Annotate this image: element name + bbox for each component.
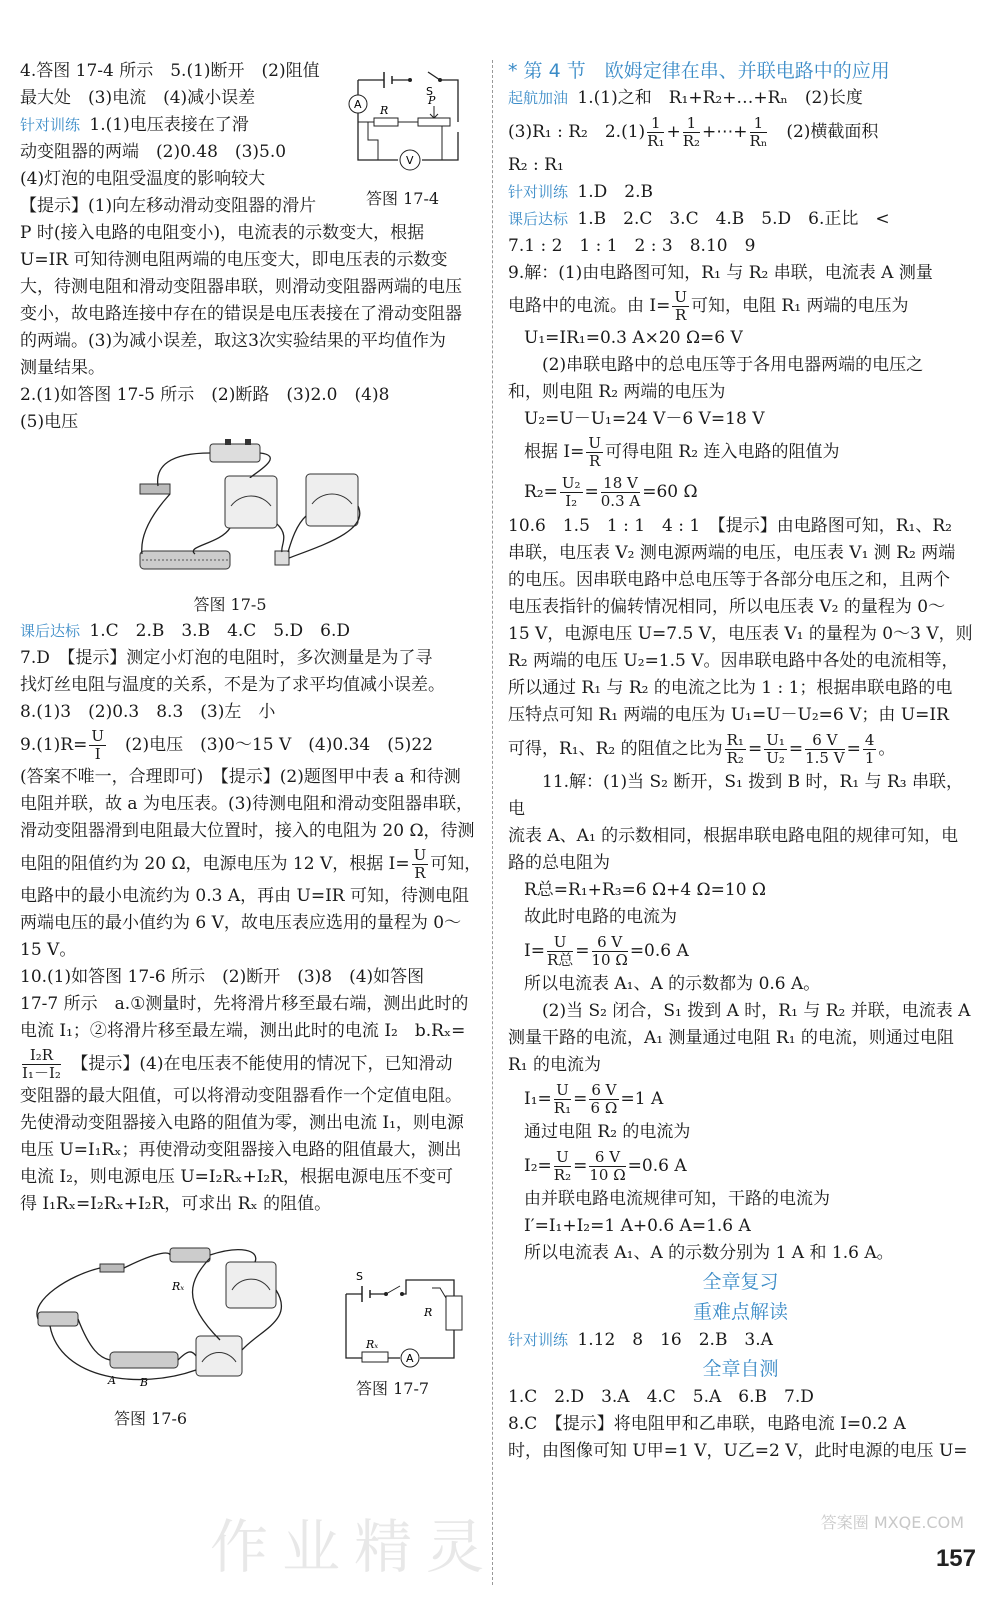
svg-text:R: R bbox=[380, 104, 389, 117]
equation: =0.6 A bbox=[627, 1156, 687, 1176]
section-star: * bbox=[508, 60, 518, 82]
fraction: $\frac{\text{U₁}}{\text{U₂}}$ bbox=[766, 731, 785, 767]
text-line: 2.(1)如答图 17-5 所示 (2)断路 (3)2.0 (4)8 bbox=[20, 385, 390, 405]
site-logo: 答案圈 MXQE.COM bbox=[820, 1513, 964, 1532]
fraction: $\frac{4}{1}$ bbox=[864, 731, 875, 767]
text-line: 所以通过 R₁ 与 R₂ 的电流之比为 1 : 1；根据串联电路的电 bbox=[508, 678, 953, 698]
column-divider bbox=[492, 60, 493, 1585]
text-line: 电流 I₂，则电源电压 U=I₂Rₓ+I₂R，根据电源电压不变可 bbox=[20, 1167, 454, 1187]
fraction: $\frac{6 V}{10 \Omega}$ bbox=[589, 1148, 626, 1184]
section-tag: 针对训练 bbox=[508, 1331, 569, 1349]
text-line: 电阻并联，故 a 为电压表。(3)待测电阻和滑动变阻器串联， bbox=[20, 794, 474, 814]
figure-caption: 答图 17-5 bbox=[193, 595, 267, 614]
text-line: (2)当 S₂ 闭合，S₁ 拨到 A 时，R₁ 与 R₂ 并联，电流表 A bbox=[542, 1001, 971, 1021]
fraction: $\frac{6 V}{1.5 V}$ bbox=[805, 731, 845, 767]
operator: = bbox=[846, 739, 861, 759]
section-title: 第 4 节 欧姆定律在串、并联电路中的应用 bbox=[523, 60, 890, 82]
text-line: 可知，电阻 R₁ 两端的电压为 bbox=[691, 296, 909, 316]
text-line: 1.D 2.B bbox=[572, 182, 653, 202]
equation: =1 A bbox=[620, 1089, 664, 1109]
text-line: 1.(1)电压表接在了滑 bbox=[84, 115, 249, 135]
section-tag: 课后达标 bbox=[20, 622, 81, 640]
operator: = bbox=[575, 941, 590, 961]
text-line: 电路中的电流。由 I= bbox=[508, 296, 671, 316]
equation: I₂= bbox=[524, 1156, 552, 1176]
text-line: 找灯丝电阻与温度的关系，不是为了求平均值减小误差。 bbox=[20, 675, 445, 695]
text-line: 时，由图像可知 U甲=1 V，U乙=2 V，此时电源的电压 U= bbox=[508, 1441, 968, 1461]
fraction: $\frac{\text{U₂}}{\text{I₂}}$ bbox=[561, 474, 581, 510]
fraction: $\frac{U}{\text{R₁}}$ bbox=[553, 1081, 572, 1117]
fraction: $\frac{U}{R}$ bbox=[674, 288, 688, 324]
text-line: 故此时电路的电流为 bbox=[524, 907, 677, 927]
text-line: (5)电压 bbox=[20, 412, 79, 432]
equation: I′=I₁+I₂=1 A+0.6 A=1.6 A bbox=[524, 1216, 751, 1236]
text-line: (2)横截面积 bbox=[769, 122, 879, 142]
text-line: 1.B 2.C 3.C 4.B 5.D 6.正比 < bbox=[572, 209, 890, 229]
text-line: R₂ : R₁ bbox=[508, 155, 564, 175]
operator: = bbox=[788, 739, 804, 759]
equation: U₂=U－U₁=24 V－6 V=18 V bbox=[524, 409, 765, 429]
chapter-test-heading: 全章自测 bbox=[702, 1358, 779, 1380]
equation: =60 Ω bbox=[642, 482, 698, 502]
text-line: 可知， bbox=[430, 854, 482, 874]
text-line: 变阻器的最大阻值，可以将滑动变阻器看作一个定值电阻。 bbox=[20, 1086, 462, 1106]
fraction: $\frac{U}{\text{R总}}$ bbox=[546, 933, 574, 969]
text-line: R₁ 的电流为 bbox=[508, 1055, 602, 1075]
operator: = bbox=[573, 1089, 588, 1109]
text-line: 9.(1)R= bbox=[20, 735, 88, 755]
text-line: 7.D 【提示】测定小灯泡的电阻时，多次测量是为了寻 bbox=[20, 648, 433, 668]
equation: U₁=IR₁=0.3 A×20 Ω=6 V bbox=[524, 328, 743, 348]
text-line: 15 V。 bbox=[20, 940, 77, 960]
svg-text:Rₓ: Rₓ bbox=[366, 1338, 379, 1351]
page-number: 157 bbox=[935, 1545, 976, 1572]
key-points-heading: 重难点解读 bbox=[692, 1301, 788, 1323]
fraction: $\frac{\text{R₁}}{\text{R₂}}$ bbox=[726, 731, 744, 767]
text-line: 路的总电阻为 bbox=[508, 853, 610, 873]
fraction: $\frac{U}{\text{R₂}}$ bbox=[553, 1148, 572, 1184]
svg-text:A: A bbox=[354, 98, 362, 111]
figure-caption: 答图 17-4 bbox=[366, 189, 440, 208]
text-line: 1.12 8 16 2.B 3.A bbox=[572, 1330, 773, 1350]
text-line: 所以电流表 A₁、A 的示数都为 0.6 A。 bbox=[524, 974, 821, 994]
text-line: (2)串联电路中的总电压等于各用电器两端的电压之 bbox=[542, 355, 924, 375]
svg-text:R: R bbox=[424, 1306, 433, 1319]
text-line: 和，则电阻 R₂ 两端的电压为 bbox=[508, 382, 726, 402]
operator: = bbox=[747, 739, 763, 759]
chapter-review-heading: 全章复习 bbox=[702, 1271, 779, 1293]
text-line: 可得，R₁、R₂ 的阻值之比为 bbox=[508, 739, 723, 759]
text-line: 15 V，电源电压 U=7.5 V，电压表 V₁ 的量程为 0～3 V，则 bbox=[508, 624, 973, 644]
text-line: 的两端。(3)为减小误差，取这3次实验结果的平均值作为 bbox=[20, 331, 446, 351]
fraction: $\frac{6 V}{6 \Omega}$ bbox=[590, 1081, 618, 1117]
svg-text:A: A bbox=[108, 1374, 116, 1387]
fraction: $\frac{U}{R}$ bbox=[413, 846, 427, 882]
text-line: 【提示】(1)向左移动滑动变阻器的滑片 bbox=[20, 196, 317, 216]
text-line: 10.6 1.5 1 : 1 4 : 1 【提示】由电路图可知，R₁、R₂ bbox=[508, 516, 952, 536]
figure-17-4 bbox=[338, 60, 478, 178]
text-line: U=IR 可知待测电阻两端的电压变大，即电压表的示数变 bbox=[20, 250, 448, 270]
text-line: 【提示】(4)在电压表不能使用的情况下，已知滑动 bbox=[62, 1054, 453, 1074]
text-line: 测量干路的电流，A₁ 测量通过电阻 R₁ 的电流，则通过电阻 bbox=[508, 1028, 954, 1048]
section-tag: 针对训练 bbox=[508, 183, 569, 201]
equation: R总=R₁+R₃=6 Ω+4 Ω=10 Ω bbox=[524, 880, 767, 900]
fraction: $\frac{U}{R}$ bbox=[588, 434, 602, 470]
svg-text:S: S bbox=[426, 85, 433, 98]
text-line: 1.(1)之和 R₁+R₂+…+Rₙ (2)长度 bbox=[572, 88, 863, 108]
figure-caption: 答图 17-6 bbox=[114, 1409, 188, 1428]
text-line: 通过电阻 R₂ 的电流为 bbox=[524, 1122, 691, 1142]
text-line: 。 bbox=[878, 739, 896, 759]
operator: = bbox=[584, 482, 599, 502]
left-column bbox=[20, 58, 482, 1218]
section-tag: 起航加油 bbox=[508, 89, 569, 107]
text-line: 先使滑动变阻器接入电路的阻值为零，测出电流 I₁，则电源 bbox=[20, 1113, 464, 1133]
section-tag: 课后达标 bbox=[508, 210, 569, 228]
equation: I₁= bbox=[524, 1089, 552, 1109]
fraction: $\frac{\text{I₂R}}{\text{I₁－I₂}}$ bbox=[22, 1046, 61, 1082]
text-line: 所以电流表 A₁、A 的示数分别为 1 A 和 1.6 A。 bbox=[524, 1243, 894, 1263]
text-line: R₂ 两端的电压 U₂=1.5 V。因串联电路中各处的电流相等， bbox=[508, 651, 959, 671]
operator: = bbox=[573, 1156, 588, 1176]
svg-text:V: V bbox=[406, 154, 414, 167]
watermark: 作业精灵 bbox=[210, 1513, 499, 1581]
fraction: $\frac{6 V}{10 \Omega}$ bbox=[591, 933, 628, 969]
text-line: 电压 U=I₁Rₓ；再使滑动变阻器接入电路的阻值最大，测出 bbox=[20, 1140, 462, 1160]
text-line: 根据 I= bbox=[524, 442, 585, 462]
text-line: 滑动变阻器滑到电阻最大位置时，接入的电阻为 20 Ω，待测 bbox=[20, 821, 475, 841]
text-line: 动变阻器的两端 (2)0.48 (3)5.0 bbox=[20, 142, 287, 162]
text-line: 变小，故电路连接中存在的错误是电压表接在了滑动变阻器 bbox=[20, 304, 462, 324]
text-line: 1.C 2.D 3.A 4.C 5.A 6.B 7.D bbox=[508, 1387, 814, 1407]
section-tag: 针对训练 bbox=[20, 116, 81, 134]
text-line: 4.答图 17-4 所示 5.(1)断开 (2)阻值 bbox=[20, 61, 320, 81]
figure-17-5 bbox=[20, 436, 482, 591]
svg-text:P: P bbox=[428, 94, 436, 107]
text-line: 串联，电压表 V₂ 测电源两端的电压，电压表 V₁ 测 R₂ 两端 bbox=[508, 543, 956, 563]
equation: R₂= bbox=[524, 482, 558, 502]
equation: I= bbox=[524, 941, 545, 961]
text-line: (2)电压 (3)0～15 V (4)0.34 (5)22 bbox=[108, 735, 433, 755]
text-line: 17-7 所示 a.①测量时，先将滑片移至最右端，测出此时的 bbox=[20, 994, 469, 1014]
fraction: $\frac{18 V}{0.3 A}$ bbox=[600, 474, 641, 510]
figure-17-7 bbox=[336, 1268, 466, 1368]
fraction: $\frac{1}{\text{Rₙ}}$ bbox=[749, 114, 768, 150]
text-line: 7.1 : 2 1 : 1 2 : 3 8.10 9 bbox=[508, 236, 756, 256]
text-line: 压特点可知 R₁ 两端的电压为 U₁=U－U₂=6 V；由 U=IR bbox=[508, 705, 949, 725]
text-line: (3)R₁ : R₂ 2.(1) bbox=[508, 122, 646, 142]
text-line: 两端电压的最小值约为 6 V，故电压表应选用的量程为 0～ bbox=[20, 913, 462, 933]
figure-17-6 bbox=[20, 1240, 320, 1405]
svg-text:S: S bbox=[356, 1270, 363, 1283]
operator: +⋯+ bbox=[702, 122, 748, 142]
equation: =0.6 A bbox=[629, 941, 689, 961]
fraction: $\frac{1}{\text{R₂}}$ bbox=[682, 114, 701, 150]
text-line: 最大处 (3)电流 (4)减小误差 bbox=[20, 88, 256, 108]
text-line: 10.(1)如答图 17-6 所示 (2)断开 (3)8 (4)如答图 bbox=[20, 967, 425, 987]
operator: + bbox=[666, 122, 681, 142]
text-line: 的电压。因串联电路中总电压等于各部分电压之和，且两个 bbox=[508, 570, 950, 590]
text-line: 电压表指针的偏转情况相同，所以电压表 V₂ 的量程为 0～ bbox=[508, 597, 946, 617]
svg-text:A: A bbox=[406, 1352, 414, 1365]
text-line: 8.C 【提示】将电阻甲和乙串联，电路电流 I=0.2 A bbox=[508, 1414, 906, 1434]
text-line: 11.解：(1)当 S₂ 断开，S₁ 拨到 B 时，R₁ 与 R₃ 串联，电 bbox=[508, 772, 963, 819]
svg-text:Rₓ: Rₓ bbox=[172, 1280, 185, 1293]
text-line: 8.(1)3 (2)0.3 8.3 (3)左 小 bbox=[20, 702, 276, 722]
figure-caption: 答图 17-7 bbox=[356, 1379, 430, 1398]
text-line: (答案不唯一，合理即可) 【提示】(2)题图甲中表 a 和待测 bbox=[20, 767, 461, 787]
text-line: 由并联电路电流规律可知，干路的电流为 bbox=[524, 1189, 830, 1209]
text-line: 1.C 2.B 3.B 4.C 5.D 6.D bbox=[84, 621, 350, 641]
text-line: 电流 I₁；②将滑片移至最左端，测出此时的电流 I₂ b.Rₓ= bbox=[20, 1021, 466, 1041]
text-line: 9.解：(1)由电路图可知，R₁ 与 R₂ 串联，电流表 A 测量 bbox=[508, 263, 933, 283]
text-line: 电路中的最小电流约为 0.3 A，再由 U=IR 可知，待测电阻 bbox=[20, 886, 470, 906]
right-column bbox=[508, 58, 973, 1465]
text-line: 得 I₁Rₓ=I₂Rₓ+I₂R，可求出 Rₓ 的阻值。 bbox=[20, 1194, 332, 1214]
fraction: $\frac{1}{\text{R₁}}$ bbox=[647, 114, 665, 150]
text-line: P 时(接入电路的电阻变小)，电流表的示数变大，根据 bbox=[20, 223, 425, 243]
text-line: 电阻的阻值约为 20 Ω，电源电压为 12 V，根据 I= bbox=[20, 854, 410, 874]
text-line: 测量结果。 bbox=[20, 358, 105, 378]
fraction: $\frac{U}{I}$ bbox=[91, 727, 105, 763]
text-line: 可得电阻 R₂ 连入电路的阻值为 bbox=[605, 442, 840, 462]
svg-text:B: B bbox=[140, 1376, 149, 1389]
text-line: (4)灯泡的电阻受温度的影响较大 bbox=[20, 169, 266, 189]
text-line: 流表 A、A₁ 的示数相同，根据串联电路电阻的规律可知，电 bbox=[508, 826, 959, 846]
text-line: 大，待测电阻和滑动变阻器串联，则滑动变阻器两端的电压 bbox=[20, 277, 462, 297]
